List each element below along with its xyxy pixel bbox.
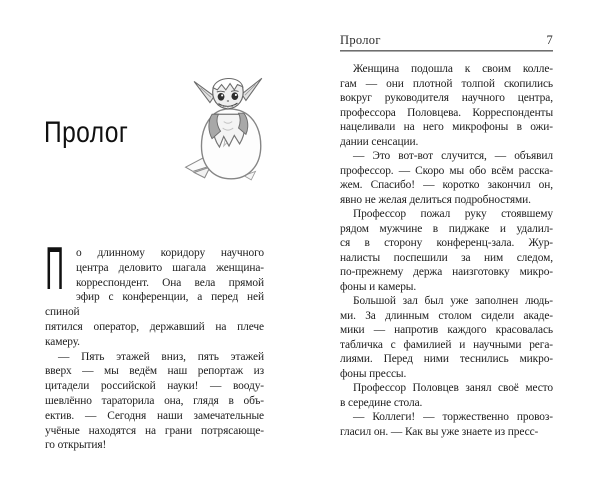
text-line: шевлённо тараторила она, глядя в объ- <box>45 394 264 407</box>
text-line: Профессор Половцев занял своё место <box>353 382 553 394</box>
text-line: корреспондент. Она вела прямой <box>76 276 264 289</box>
text-line: цитадели российской науки! — вооду- <box>45 380 264 393</box>
text-line: эфир с конференции, а перед ней спиной <box>45 291 264 319</box>
text-line: — Это вот-вот случится, — объявил <box>353 150 553 162</box>
right-page-text <box>340 62 553 439</box>
text-line: Профессор пожал руку стоявшему <box>353 208 553 220</box>
text-line: рядом мужчине в пиджаке и удалил- <box>340 222 553 235</box>
text-line: вверх — мы ведём наш репортаж из <box>45 365 264 378</box>
text-line: ектив. — Сегодня наши замечательные <box>45 409 264 422</box>
chapter-title: Пролог <box>44 116 129 149</box>
running-header <box>340 33 553 48</box>
text-line: профессора Половцева. Корреспонденты <box>340 106 553 119</box>
text-line: го открытия! <box>45 439 107 452</box>
text-line: профессор. — Скоро мы обо всём расска- <box>340 164 553 177</box>
text-line: о длинному коридору научного <box>76 247 264 259</box>
text-line: — Коллеги! — торжественно провоз- <box>353 411 553 423</box>
text-line: мики — напротив каждого красовалась <box>340 324 553 336</box>
text-line: центра деловито шагала женщина- <box>76 261 264 274</box>
text-line: табличка с фамилией и научными рега- <box>340 338 553 351</box>
gremlin-egg-illustration <box>181 74 277 182</box>
right-ear <box>242 78 262 100</box>
text-line: дании сенсации. <box>340 135 419 148</box>
text-line: камеру. <box>45 335 80 348</box>
left-ear <box>194 81 214 102</box>
drop-cap: П <box>45 237 65 303</box>
text-line: — Пять этажей вниз, пять этажей <box>58 350 264 363</box>
text-line: Женщина подошла к своим колле- <box>353 63 553 75</box>
text-line: фоны и камеры. <box>340 280 417 293</box>
text-line: гласил он. — Как вы уже знаете из пресс- <box>340 425 539 438</box>
text-line: фоны прессы. <box>340 367 407 380</box>
text-line: гам — они плотной толпой скопились <box>340 77 553 90</box>
text-line: вокруг руководителя научного центра, <box>340 92 553 104</box>
text-line: нацеливали на него микрофоны в ожи- <box>340 121 553 133</box>
text-line: учёные находятся на грани потрясающе- <box>45 424 264 437</box>
text-line: ся в сторону конференц-зала. Жур- <box>340 237 553 249</box>
text-line: в середине стола. <box>340 396 423 409</box>
text-line: Большой зал был уже заполнен людь- <box>353 295 553 307</box>
text-line: лиями. Перед ними теснились микро- <box>340 353 553 365</box>
text-line: ми. За длинным столом сидели акаде- <box>340 309 553 322</box>
page-number: 7 <box>546 33 553 47</box>
text-line: налисты поспешили за ним следом, <box>340 251 553 264</box>
text-line: явно не желая делиться подробностями. <box>340 193 531 206</box>
left-page-text <box>45 237 264 453</box>
text-line: по-прежнему держа наизготовку микро- <box>340 266 553 278</box>
running-header-title: Пролог <box>340 33 381 47</box>
text-line: пятился оператор, державший на плече <box>45 320 264 333</box>
text-line: жем. Спасибо! — коротко закончил он, <box>340 179 553 191</box>
header-rule <box>340 50 553 52</box>
